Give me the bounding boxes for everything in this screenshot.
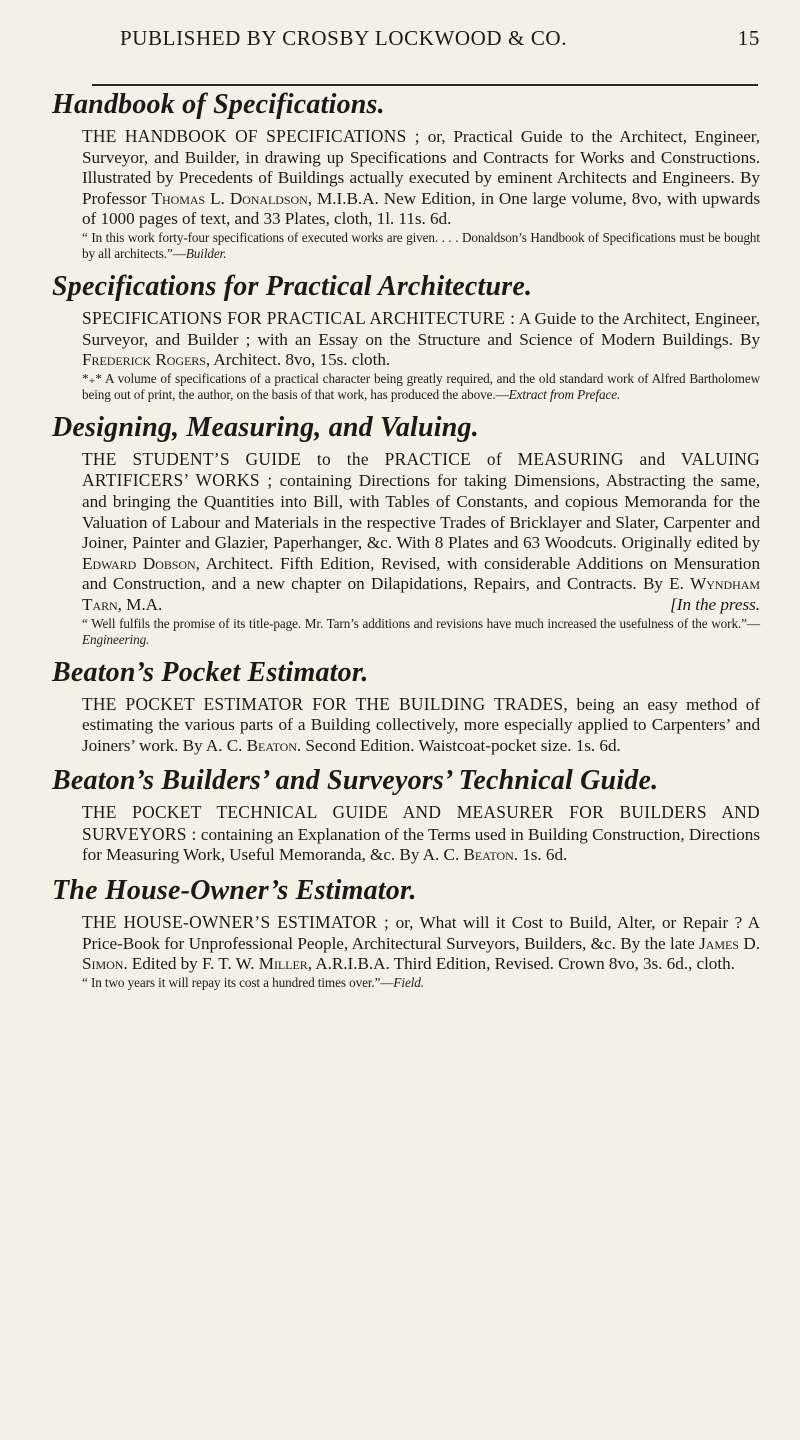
entry-heading: Beaton’s Pocket Estimator.	[52, 656, 369, 688]
header-rule	[92, 84, 758, 86]
catalogue-entry	[52, 658, 760, 757]
entry-heading: Handbook of Specifications.	[52, 89, 385, 120]
review-source: Builder.	[185, 245, 227, 261]
review-source: Engineering.	[82, 631, 150, 647]
entry-review-quote: “ Well fulfils the promise of its title-page. Mr. Tarn’s additions and revisions have much increased the usefulness of the work.”—Engineering.	[82, 615, 760, 647]
entry-caps-title: SPECIFICATIONS FOR PRACTICAL ARCHITECTURE :	[82, 307, 516, 328]
entry-review-quote: *₊* A volume of specifications of a practical character being greatly required, and the old standard work of Alfred Bartholomew being out of print, the author, on the basis of that work, has produced the above.—Extract from Preface.	[82, 370, 760, 402]
entry-author: Edward Dobson	[82, 553, 196, 573]
entry-author: Frederick Rogers	[82, 350, 206, 370]
entry-description: THE STUDENT’S GUIDE to the PRACTICE of MEASURING and VALUING ARTIFICERS’ WORKS ; containing Directions for taking Dimensions, Abstracting the same, and bringing the Quantities into Bill, with Tables of Constants, and copious Memoranda for the Valuation of Labour and Materials in the respective Trades of Bricklayer and Slater, Carpenter and Joiner, Painter and Glazier, Paperhanger, &c. With 8 Plates and 63 Woodcuts. Originally edited by Edward Dobson, Architect. Fifth Edition, Revised, with considerable Additions on Mensuration and Construction, and a new chapter on Dilapidations, Repairs, and Contracts. By E. Wyndham Tarn, M.A. [In the press. “ Well fulfils the promise of its title-page. Mr. Tarn’s additions and revisions have much increased the usefulness of the work.”—Engineering.	[82, 448, 761, 647]
running-head	[120, 26, 760, 51]
catalogue-entry	[52, 876, 760, 991]
publisher-header: PUBLISHED BY CROSBY LOCKWOOD & CO.	[120, 26, 568, 50]
entry-caps-title: THE STUDENT’S GUIDE to the PRACTICE of MEASURING and VALUING ARTIFICERS’ WORKS ;	[82, 448, 760, 491]
entry-heading: Designing, Measuring, and Valuing.	[52, 411, 479, 443]
entry-description: THE POCKET TECHNICAL GUIDE AND MEASURER FOR BUILDERS AND SURVEYORS : containing an Explanation of the Terms used in Building Construction, Directions for Measuring Work, Useful Memoranda, &c. By A. C. Beaton. 1s. 6d.	[82, 802, 760, 865]
entry-heading: Specifications for Practical Architecture.	[52, 270, 533, 302]
review-source: Extract from Preface.	[508, 386, 621, 402]
review-source: Field.	[393, 974, 424, 990]
entry-author: Miller	[258, 954, 308, 974]
entry-author: Thomas L. Donaldson	[151, 188, 308, 208]
entry-review-quote: “ In two years it will repay its cost a hundred times over.”—Field.	[82, 974, 424, 990]
catalogue-entry	[52, 413, 760, 648]
entry-author: Beaton	[463, 845, 514, 865]
entry-description: THE POCKET ESTIMATOR FOR THE BUILDING TRADES, being an easy method of estimating the various parts of a Building collectively, more especially applied to Carpenters’ and Joiners’ work. By A. C. Beaton. Second Edition. Waistcoat-pocket size. 1s. 6d.	[82, 693, 761, 755]
entry-description: THE HANDBOOK OF SPECIFICATIONS ; or, Practical Guide to the Architect, Engineer, Surveyor, and Builder, in drawing up Specifications and Contracts for Works and Constructions. Illustrated by Precedents of Buildings actually executed by eminent Architects and Engineers. By Professor Thomas L. Donaldson, M.I.B.A. New Edition, in One large volume, 8vo, with upwards of 1000 pages of text, and 33 Plates, cloth, 1l. 11s. 6d. “ In this work forty-four specifications of executed works are given. . . . Donaldson’s Handbook of Specifications must be bought by all architects.”—Builder.	[82, 126, 761, 261]
catalogue-entry	[52, 766, 760, 866]
entry-description: SPECIFICATIONS FOR PRACTICAL ARCHITECTURE : A Guide to the Architect, Engineer, Surveyor, and Builder ; with an Essay on the Structure and Science of Modern Buildings. By Frederick Rogers, Architect. 8vo, 15s. cloth. *₊* A volume of specifications of a practical character being greatly required, and the old standard work of Alfred Bartholomew being out of print, the author, on the basis of that work, has produced the above.—Extract from Preface.	[82, 307, 760, 402]
catalogue-entry	[52, 272, 760, 403]
entry-author: Beaton	[246, 735, 297, 755]
entry-caps-title: THE HOUSE-OWNER’S ESTIMATOR ;	[82, 912, 390, 933]
entry-caps-title: THE POCKET ESTIMATOR FOR THE BUILDING TRADES,	[82, 693, 569, 714]
entry-review-quote: “ In this work forty-four specifications of executed works are given. . . . Donaldson’s Handbook of Specifications must be bought by all architects.”—Builder.	[82, 229, 760, 261]
entry-heading: The House-Owner’s Estimator.	[52, 875, 417, 907]
entry-author: Wyndham Tarn	[82, 574, 760, 614]
entry-author: James D. Simon	[82, 933, 761, 974]
catalogue-entry	[52, 90, 760, 262]
entry-caps-title: THE POCKET TECHNICAL GUIDE AND MEASURER FOR BUILDERS AND SURVEYORS :	[82, 802, 760, 844]
catalogue-listing	[52, 90, 760, 991]
entry-heading: Beaton’s Builders’ and Surveyors’ Technical Guide.	[52, 765, 659, 797]
entry-description: THE HOUSE-OWNER’S ESTIMATOR ; or, What will it Cost to Build, Alter, or Repair ? A Price-Book for Unprofessional People, Architectural Surveyors, Builders, &c. By the late James D. Simon. Edited by F. T. W. Miller, A.R.I.B.A. Third Edition, Revised. Crown 8vo, 3s. 6d., cloth. “ In two years it will repay its cost a hundred times over.”—Field.	[82, 912, 761, 990]
status-note: [In the press.	[670, 594, 760, 614]
entry-caps-title: THE HANDBOOK OF SPECIFICATIONS ;	[82, 126, 420, 146]
page-number: 15	[737, 26, 760, 50]
